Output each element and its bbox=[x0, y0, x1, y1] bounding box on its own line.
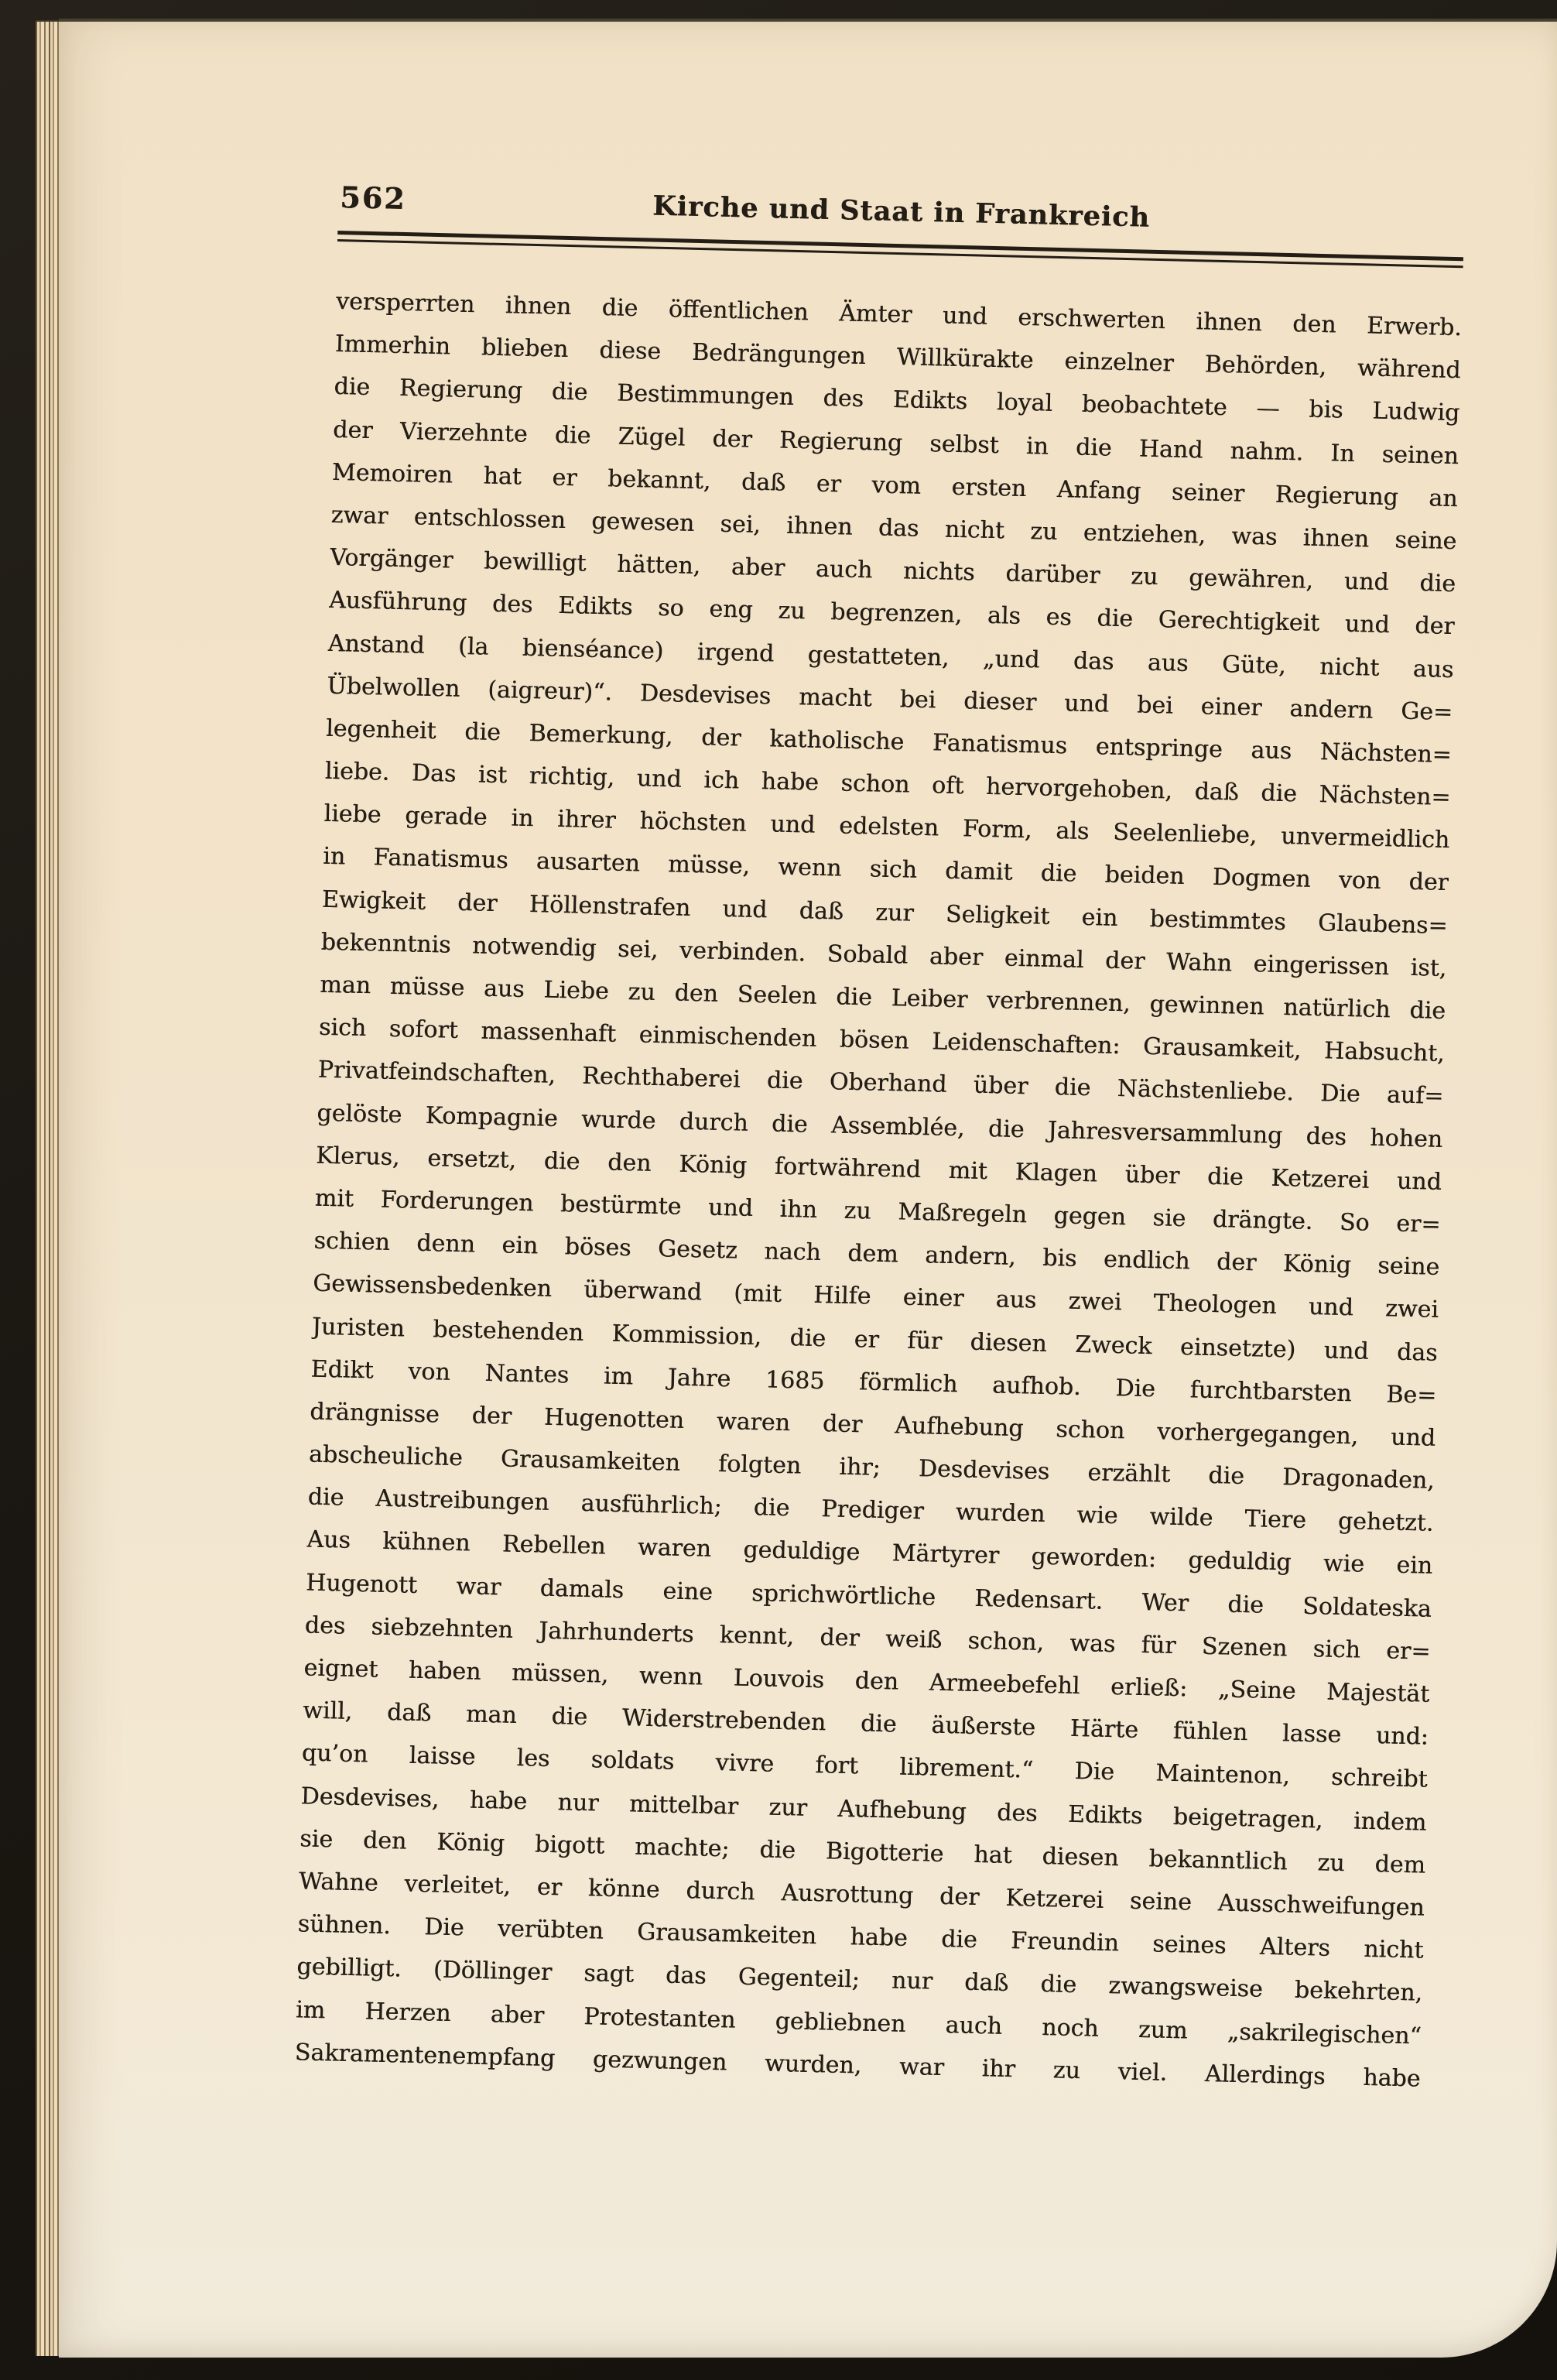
text-line: abscheuliche Grausamkeiten folgten ihr; Desdevises erzählt die Dragonaden, bbox=[308, 1440, 1436, 1495]
text-line: Anstand (la bienséance) irgend gestatteten, „und das aus Güte, nicht aus bbox=[327, 629, 1454, 683]
text-line: qu’on laisse les soldats vivre fort librement.“ Die Maintenon, schreibt bbox=[301, 1739, 1428, 1794]
text-line: Memoiren hat er bekannt, daß er vom ersten Anfang seiner Regierung an bbox=[331, 458, 1459, 512]
text-line: des siebzehnten Jahrhunderts kennt, der weiß schon, was für Szenen sich er= bbox=[304, 1611, 1431, 1666]
text-line: schien denn ein böses Gesetz nach dem andern, bis endlich der König seine bbox=[313, 1227, 1440, 1282]
text-line: sühnen. Die verübten Grausamkeiten habe die Freundin seines Alters nicht bbox=[297, 1910, 1424, 1964]
book-page-edges bbox=[36, 20, 60, 2356]
text-line: mit Forderungen bestürmte und ihn zu Maßregeln gegen sie drängte. So er= bbox=[314, 1184, 1441, 1238]
text-line: sie den König bigott machte; die Bigotterie hat diesen bekanntlich zu dem bbox=[299, 1825, 1426, 1879]
text-line: zwar entschlossen gewesen sei, ihnen das nicht zu entziehen, was ihnen seine bbox=[330, 501, 1457, 556]
text-line: Ewigkeit der Höllenstrafen und daß zur Seligkeit ein bestimmtes Glaubens= bbox=[321, 885, 1449, 940]
book-page bbox=[59, 19, 1557, 2358]
text-line: Übelwollen (aigreur)“. Desdevises macht bei dieser und bei einer andern Ge= bbox=[327, 672, 1453, 726]
text-line: liebe. Das ist richtig, und ich habe schon oft hervorgehoben, daß die Nächsten= bbox=[324, 757, 1451, 812]
text-line: Gewissensbedenken überwand (mit Hilfe einer aus zwei Theologen und zwei bbox=[312, 1269, 1439, 1324]
text-line: Ausführung des Edikts so eng zu begrenzen, als es die Gerechtigkeit und der bbox=[328, 587, 1456, 641]
text-line: Sakramentenempfang gezwungen wurden, war ihr zu viel. Allerdings habe bbox=[294, 2039, 1421, 2093]
text-line: will, daß man die Widerstrebenden die äußerste Härte fühlen lasse und: bbox=[302, 1697, 1429, 1751]
text-line: Immerhin blieben diese Bedrängungen Willkürakte einzelner Behörden, während bbox=[334, 330, 1461, 385]
body-text bbox=[294, 280, 1462, 2101]
page-content bbox=[294, 176, 1464, 2100]
text-line: gebilligt. (Döllinger sagt das Gegenteil; nur daß die zwangsweise bekehrten, bbox=[296, 1953, 1423, 2007]
text-line: die Regierung die Bestimmungen des Edikts loyal beobachtete — bis Ludwig bbox=[334, 373, 1460, 427]
text-line: im Herzen aber Protestanten gebliebnen auch noch zum „sakrilegischen“ bbox=[295, 1995, 1422, 2050]
text-line: Privatfeindschaften, Rechthaberei die Oberhand über die Nächstenliebe. Die auf= bbox=[317, 1056, 1444, 1111]
text-line: Aus kühnen Rebellen waren geduldige Märtyrer geworden: geduldig wie ein bbox=[306, 1526, 1433, 1580]
text-line: bekenntnis notwendig sei, verbinden. Sobald aber einmal der Wahn eingerissen ist, bbox=[320, 928, 1447, 982]
text-line: Klerus, ersetzt, die den König fortwährend mit Klagen über die Ketzerei und bbox=[315, 1142, 1442, 1196]
text-line: Edikt von Nantes im Jahre 1685 förmlich aufhob. Die furchtbarsten Be= bbox=[310, 1355, 1437, 1409]
text-line: gelöste Kompagnie wurde durch die Assemblée, die Jahresversammlung des hohen bbox=[317, 1099, 1443, 1153]
text-line: der Vierzehnte die Zügel der Regierung selbst in die Hand nahm. In seinen bbox=[332, 416, 1459, 470]
text-line: versperrten ihnen die öffentlichen Ämter und erschwerten ihnen den Erwerb. bbox=[335, 287, 1463, 342]
text-line: Juristen bestehenden Kommission, die er für diesen Zweck einsetzte) und das bbox=[311, 1313, 1438, 1367]
text-line: liebe gerade in ihrer höchsten und edelsten Form, als Seelenliebe, unvermeidlich bbox=[323, 800, 1450, 854]
text-line: sich sofort massenhaft einmischenden bösen Leidenschaften: Grausamkeit, Habsucht, bbox=[318, 1013, 1446, 1068]
text-line: die Austreibungen ausführlich; die Prediger wurden wie wilde Tiere gehetzt. bbox=[307, 1483, 1434, 1538]
page-number: 562 bbox=[339, 180, 407, 217]
text-line: Desdevises, habe nur mittelbar zur Aufhebung des Edikts beigetragen, indem bbox=[300, 1782, 1427, 1837]
running-title: Kirche und Staat in Frankreich bbox=[652, 190, 1151, 234]
text-line: Wahne verleitet, er könne durch Ausrottung der Ketzerei seine Ausschweifungen bbox=[298, 1868, 1425, 1922]
text-line: drängnisse der Hugenotten waren der Aufhebung schon vorhergegangen, und bbox=[309, 1398, 1436, 1452]
text-line: legenheit die Bemerkung, der katholische Fanatismus entspringe aus Nächsten= bbox=[325, 714, 1453, 769]
text-line: in Fanatismus ausarten müsse, wenn sich damit die beiden Dogmen von der bbox=[322, 843, 1449, 897]
text-line: Hugenott war damals eine sprichwörtliche Redensart. Wer die Soldateska bbox=[305, 1569, 1432, 1623]
text-line: man müsse aus Liebe zu den Seelen die Leiber verbrennen, gewinnen natürlich die bbox=[319, 971, 1446, 1025]
text-line: eignet haben müssen, wenn Louvois den Armeebefehl erließ: „Seine Majestät bbox=[303, 1654, 1430, 1708]
text-line: Vorgänger bewilligt hätten, aber auch nichts darüber zu gewähren, und die bbox=[329, 543, 1456, 598]
